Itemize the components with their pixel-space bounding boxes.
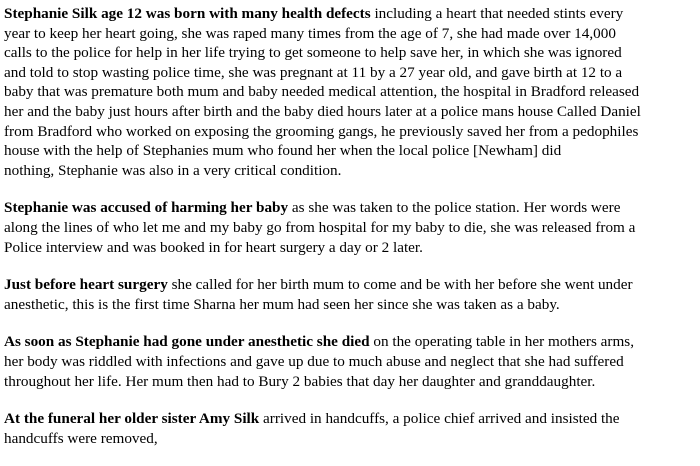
- paragraph-text: and told to stop wasting police time, she was pregnant at 11 by a 27 year old, and gave birth at 12 to a: [4, 63, 623, 81]
- paragraph-text: she called for her birth mum to come and be with her before she went under: [167, 276, 633, 294]
- paragraph-text: along the lines of who let me and my baby go from hospital for my baby to die, she was released from a: [4, 218, 636, 236]
- paragraph-text: arrived in handcuffs, a police chief arrived and insisted the: [259, 410, 620, 428]
- article-body: [4, 4, 696, 466]
- paragraph-text: calls to the police for help in her life trying to get someone to help save her, in which she was ignored: [4, 44, 622, 62]
- paragraph-text: throughout her life. Her mum then had to Bury 2 babies that day her daughter and granddaughter.: [4, 372, 596, 390]
- paragraph-text: as she was taken to the police station. Her words were: [288, 199, 621, 217]
- paragraph: [4, 4, 696, 180]
- paragraph-lead: Stephanie was accused of harming her baby: [4, 199, 289, 217]
- paragraph: [4, 275, 696, 314]
- paragraph-text: house with the help of Stephanies mum who found her when the local police [Newham] did: [4, 142, 562, 160]
- paragraph-text: year to keep her heart going, she was raped many times from the age of 7, she had made over 14,000: [4, 24, 616, 42]
- paragraph: [4, 332, 696, 391]
- paragraph-text: baby that was premature both mum and baby needed medical attention, the hospital in Bradford released: [4, 83, 640, 101]
- paragraph-text: her and the baby just hours after birth and the baby died hours later at a police mans house Called Daniel: [4, 102, 641, 120]
- paragraph-text: from Bradford who worked on exposing the grooming gangs, he previously saved her from a pedophiles: [4, 122, 639, 140]
- paragraph-text: anesthetic, this is the first time Sharna her mum had seen her since she was taken as a baby.: [4, 295, 560, 313]
- paragraph-text: handcuffs were removed,: [4, 429, 158, 447]
- paragraph-text: nothing, Stephanie was also in a very critical condition.: [4, 161, 342, 179]
- paragraph: [4, 198, 696, 257]
- paragraph-lead: As soon as Stephanie had gone under anesthetic she died: [4, 333, 370, 351]
- paragraph-lead: Just before heart surgery: [4, 276, 168, 294]
- paragraph-text: Police interview and was booked in for heart surgery a day or 2 later.: [4, 238, 423, 256]
- paragraph-text: including a heart that needed stints every: [370, 5, 624, 22]
- paragraph-text: on the operating table in her mothers arms,: [369, 333, 635, 351]
- paragraph-lead: At the funeral her older sister Amy Silk: [4, 410, 260, 428]
- paragraph-lead: Stephanie Silk age 12 was born with many health defects: [4, 5, 371, 22]
- paragraph-text: her body was riddled with infections and gave up due to much abuse and neglect that she had suffered: [4, 352, 624, 370]
